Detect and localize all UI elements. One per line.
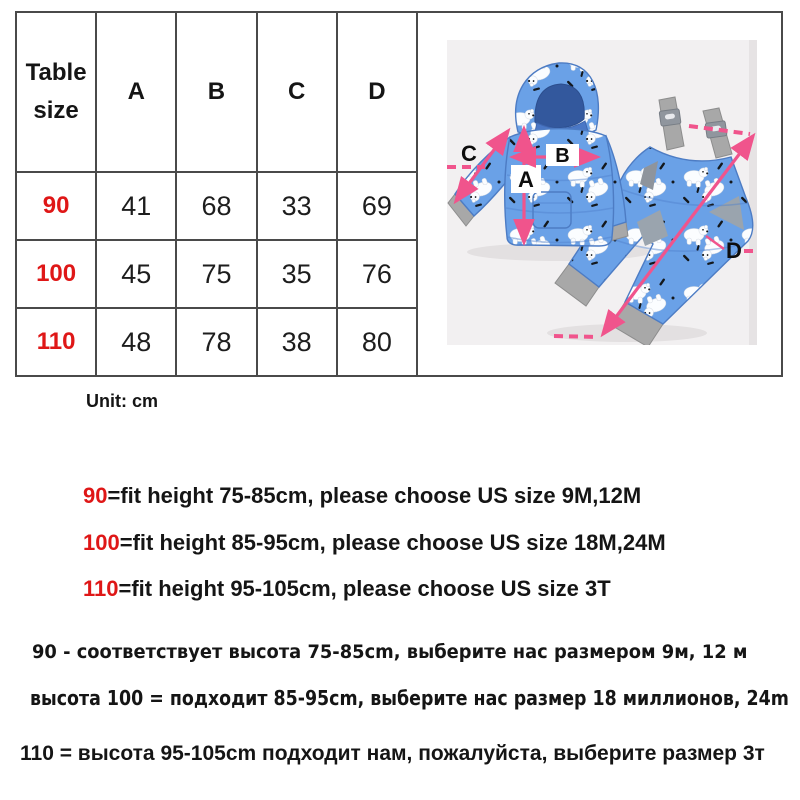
jacket-pocket: [533, 192, 571, 228]
table-row-110: [16, 308, 417, 376]
value-cell: 45: [96, 240, 176, 308]
column-header-d: D: [337, 12, 417, 172]
note-en-110: [83, 576, 611, 602]
unit-label: Unit: cm: [86, 391, 158, 411]
table-header-row: [16, 12, 417, 172]
value-cell: 76: [337, 240, 417, 308]
value-cell: 33: [257, 172, 337, 240]
note-ru-110: 110 = высота 95-105cm подходит нам, пожалуйста, выберите размер 3т: [20, 742, 765, 765]
size-cell: 110: [16, 308, 96, 376]
value-cell: 69: [337, 172, 417, 240]
value-cell: 80: [337, 308, 417, 376]
column-header-a: A: [96, 12, 176, 172]
note-size: 110: [83, 576, 119, 601]
value-cell: 41: [96, 172, 176, 240]
corner-line-2: size: [33, 97, 79, 125]
table-size-corner-cell: [16, 12, 96, 172]
note-text: =fit height 95-105cm, please choose US size 3T: [118, 576, 611, 601]
photo-edge-shadow: [749, 40, 757, 345]
note-en-90: [83, 483, 641, 509]
corner-line-1: Table: [25, 59, 87, 87]
value-cell: 68: [176, 172, 256, 240]
measure-label-d: D: [726, 238, 742, 263]
table-row-100: [16, 240, 417, 308]
size-cell: 90: [16, 172, 96, 240]
note-text: =fit height 75-85cm, please choose US size 9M,12M: [107, 483, 642, 508]
value-cell: 48: [96, 308, 176, 376]
size-chart-table: [15, 11, 418, 377]
note-size: 100: [83, 530, 120, 555]
size-cell: 100: [16, 240, 96, 308]
column-header-c: C: [257, 12, 337, 172]
note-ru-90: 90 - соответствует высота 75-85cm, выберите нас размером 9м, 12 м: [32, 641, 748, 663]
value-cell: 38: [257, 308, 337, 376]
column-header-b: B: [176, 12, 256, 172]
table-row-90: [16, 172, 417, 240]
note-ru-100: высота 100 = подходит 85-95cm, выберите нас размер 18 миллионов, 24m: [30, 686, 789, 710]
note-text: =fit height 85-95cm, please choose US size 18M,24M: [119, 530, 666, 555]
measure-label-b: B: [555, 145, 570, 167]
product-photo-frame: [416, 11, 783, 377]
value-cell: 78: [176, 308, 256, 376]
value-cell: 35: [257, 240, 337, 308]
measure-label-c: C: [461, 141, 477, 166]
note-en-100: [83, 530, 666, 556]
value-cell: 75: [176, 240, 256, 308]
product-photo: [447, 40, 757, 345]
measure-label-a: A: [518, 167, 534, 192]
note-size: 90: [83, 483, 108, 508]
